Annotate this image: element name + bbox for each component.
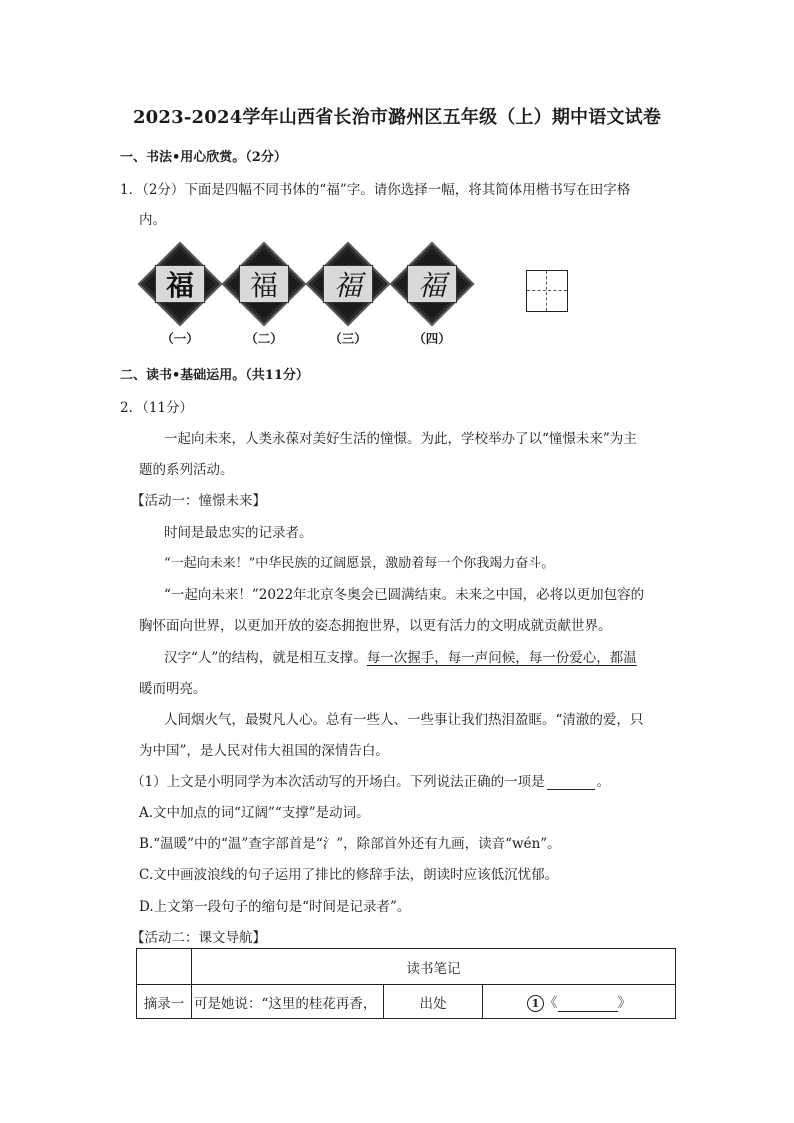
paragraph-5-cont: 为中国”，是人民对伟大祖国的深情告白。 [139,743,389,759]
option-d: D.上文第一段句子的缩句是“时间是记录者”。 [139,899,411,915]
paragraph-3-cont: 胸怀面向世界，以更加开放的姿态拥抱世界，以更有活力的文明成就贡献世界。 [139,618,612,634]
caption-3: （三） [329,331,367,346]
table-corner-cell [137,949,192,985]
paragraph-1: 时间是最忠实的记录者。 [164,525,313,541]
question-2-label: 2．（11分） [120,400,194,416]
sub-question-1-end: 。 [596,774,611,790]
book-title-blank[interactable] [558,997,618,1012]
excerpt-quote: 可是她说：“这里的桂花再香， [192,985,384,1019]
source-label: 出处 [384,985,483,1019]
paragraph-3: “一起向未来！”2022年北京冬奥会已圆满结束。未来之中国，必将以更加包容的 [164,587,645,603]
row-label: 摘录一 [137,985,192,1019]
paragraph-5: 人间烟火气，最熨凡人心。总有一些人、一些事让我们热泪盈眶。“清澈的爱，只 [164,712,644,728]
circled-number: 1 [527,995,544,1012]
sub-question-1-text: （1）上文是小明同学为本次活动写的开场白。下列说法正确的一项是 [131,774,545,790]
option-c: C.文中画波浪线的句子运用了排比的修辞手法，朗读时应该低沉忧郁。 [139,867,559,883]
book-title-open: 《 [544,995,558,1011]
section-1-heading: 一、书法•用心欣赏。（2分） [120,150,287,165]
book-title-close: 》 [617,995,631,1011]
source-answer-cell[interactable] [483,985,676,1019]
paragraph-4 [164,646,637,666]
question-1-text: 1．（2分）下面是四幅不同书体的“福”字。请你选择一幅，将其简体用楷书写在田字格 [120,182,631,198]
paragraph-4-wavy-underline: 每一次握手，每一声问候，每一份爱心，都温 [366,650,637,666]
reading-notes-table [136,948,676,1019]
calligraphy-fu-2: 福 [224,244,304,324]
paragraph-4-text: 汉字“人”的结构，就是相互支撑。 [164,650,367,666]
tianzige-grid[interactable] [526,270,568,312]
intro-text-cont: 题的系列活动。 [139,462,234,478]
page-title: 2023-2024学年山西省长治市潞州区五年级（上）期中语文试卷 [132,107,662,128]
paragraph-2: “一起向未来！”中华民族的辽阔愿景，激励着每一个你我竭力奋斗。 [164,556,555,571]
activity-2-heading: 【活动二：课文导航】 [131,930,266,946]
caption-4: （四） [413,331,451,346]
caption-1: （一） [161,331,199,346]
calligraphy-fu-3: 福 [308,244,388,324]
calligraphy-fu-1: 福 [140,244,220,324]
paragraph-4-cont: 暖而明亮。 [139,681,207,697]
option-a: A.文中加点的词“辽阔”“支撑”是动词。 [139,805,370,821]
calligraphy-fu-4: 福 [392,244,472,324]
caption-2: （二） [245,331,283,346]
option-b: B.“温暖”中的“温”查字部首是“氵”，除部首外还有九画，读音“wén”。 [139,836,561,852]
question-1-text-cont: 内。 [139,212,166,228]
activity-1-heading: 【活动一：憧憬未来】 [131,493,266,509]
sub-question-1 [131,770,610,790]
table-header: 读书笔记 [192,949,676,985]
answer-blank[interactable] [547,775,595,790]
section-2-heading: 二、读书•基础运用。（共11分） [120,368,309,383]
intro-text: 一起向未来，人类永葆对美好生活的憧憬。为此，学校举办了以“憧憬未来”为主 [164,431,637,447]
